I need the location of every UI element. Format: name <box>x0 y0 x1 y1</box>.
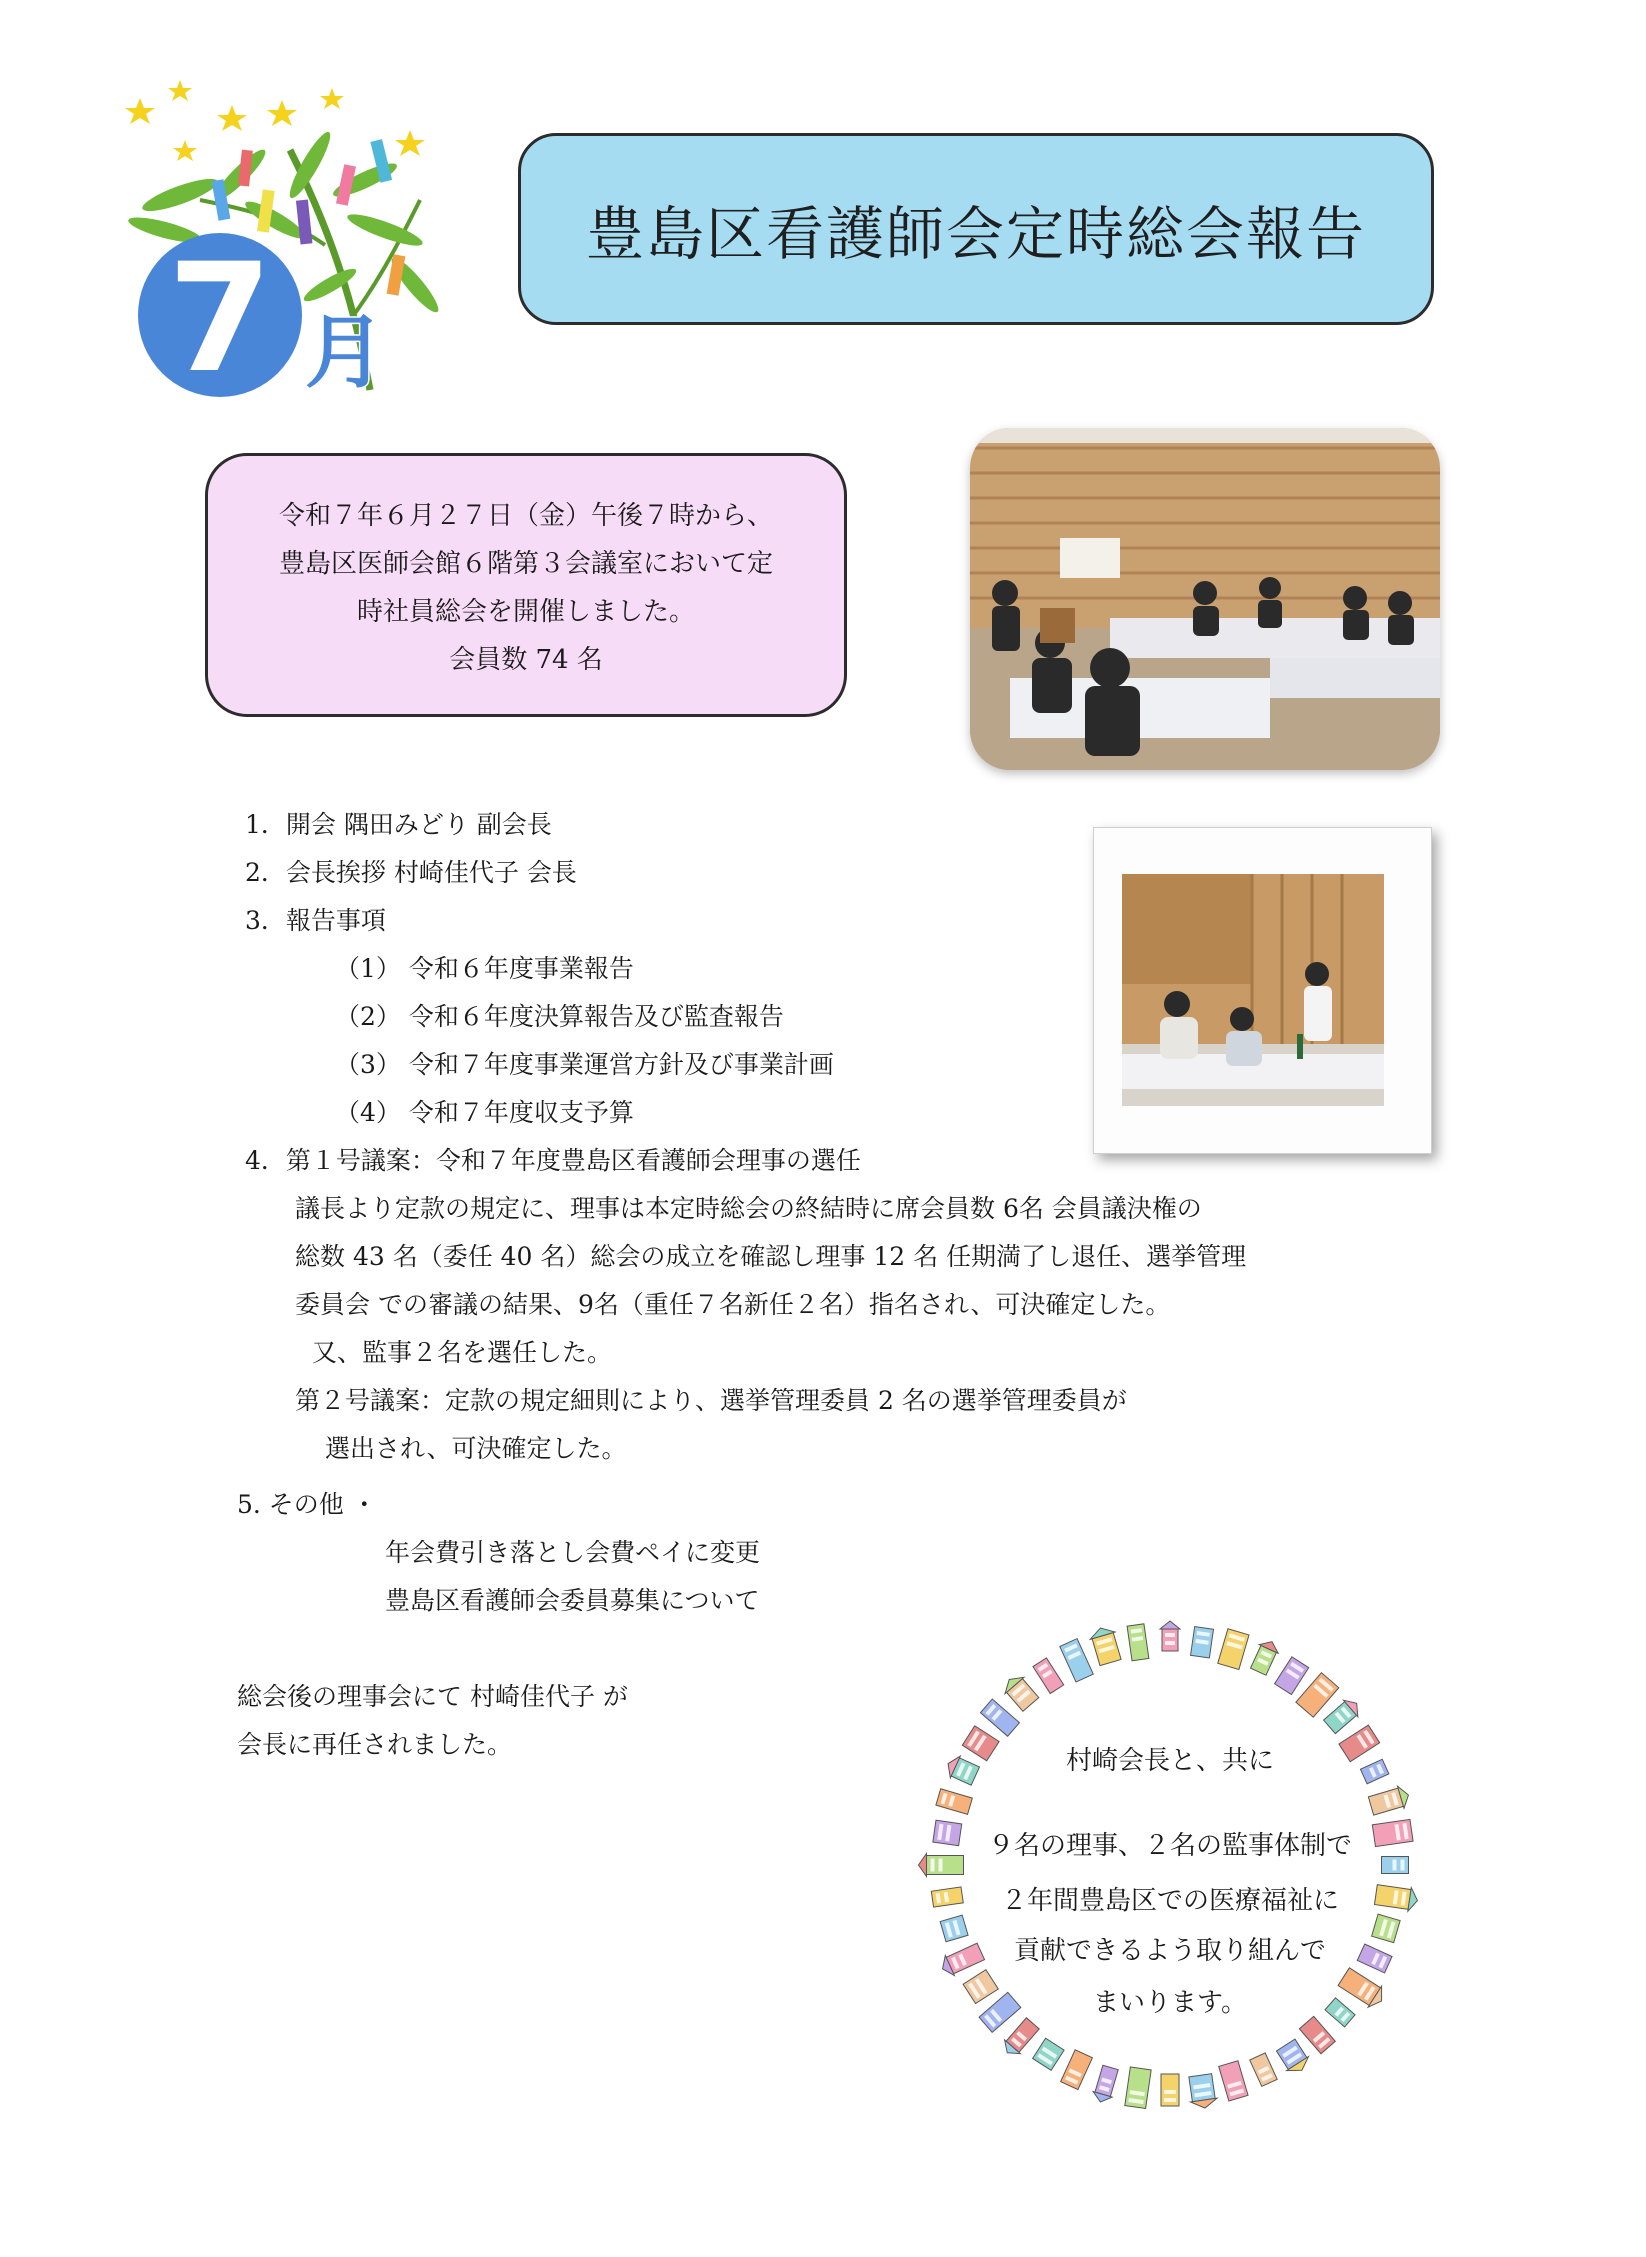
ring-building <box>1125 2067 1151 2109</box>
agenda-item-3: 3．報告事項 <box>245 906 386 935</box>
ring-building <box>1275 2038 1313 2077</box>
ring-message-line: 貢献できるよう取り組んで <box>1013 1936 1326 1966</box>
agenda-item-5: 5. その他 ・ <box>237 1490 377 1519</box>
ring-building <box>1160 1621 1180 1651</box>
agenda-subitem: （4） 令和７年度収支予算 <box>335 1098 634 1127</box>
town-ring-decoration <box>905 1590 1435 2130</box>
month-kanji: 月 <box>305 306 385 399</box>
agenda-paragraph: 総数 43 名（委任 40 名）総会の成立を確認し理事 12 名 任期満了し退任、選挙管理 <box>295 1242 1247 1271</box>
agenda-item-2: 2．会長挨拶 村崎佳代子 会長 <box>245 858 577 887</box>
ring-building <box>1218 1629 1249 1670</box>
ring-building <box>1033 2038 1064 2070</box>
title-banner <box>518 133 1434 325</box>
ring-building <box>1275 1657 1309 1695</box>
ring-building <box>1060 1639 1093 1682</box>
agenda-paragraph: 委員会 での審議の結果、9名（重任７名新任２名）指名され、可決確定した。 <box>295 1290 1171 1319</box>
ring-building <box>1322 1695 1364 1735</box>
agenda-paragraph: 議長より定款の規定に、理事は本定時総会の終結時に席会員数 6名 会員議決権の <box>295 1194 1202 1223</box>
ring-building <box>1296 1673 1339 1718</box>
ring-building <box>1161 2074 1179 2106</box>
closing-line: 総会後の理事会にて 村崎佳代子 が <box>237 1682 628 1711</box>
month-emblem <box>120 70 440 400</box>
ring-message-line: まいります。 <box>1093 1988 1247 2018</box>
agenda-paragraph: 選出され、可決確定した。 <box>325 1434 627 1463</box>
ring-building <box>1187 2073 1218 2110</box>
ring-building <box>1299 2016 1335 2053</box>
closing-line: 会長に再任されました。 <box>237 1730 513 1759</box>
ring-building <box>1368 1784 1412 1817</box>
page-title: 豊島区看護師会定時総会報告 <box>585 200 1366 268</box>
agenda-subitem: （3） 令和７年度事業運営方針及び事業計画 <box>335 1050 834 1079</box>
ring-building <box>1091 2065 1120 2105</box>
agenda-item-4: 4．第１号議案：令和７年度豊島区看護師会理事の選任 <box>245 1146 861 1175</box>
ring-message-line: ２年間豊島区での医療福祉に <box>1000 1886 1339 1916</box>
agenda-item-1: 1．開会 隅田みどり 副会長 <box>245 810 552 839</box>
ring-building <box>1219 2061 1248 2101</box>
info-line: 令和７年６月２７日（金）午後７時から、 <box>278 501 773 531</box>
agenda-other: 年会費引き落とし会費ペイに変更 <box>385 1538 761 1567</box>
agenda-subitem: （1） 令和６年度事業報告 <box>335 954 634 983</box>
ring-building <box>1033 1658 1064 1694</box>
agenda-paragraph: 第２号議案：定款の規定細則により、選挙管理委員 2 名の選挙管理委員が <box>295 1386 1127 1415</box>
ring-building <box>1250 2053 1278 2086</box>
agenda-other: 豊島区看護師会委員募集について <box>385 1586 760 1615</box>
ring-building <box>980 1699 1019 1736</box>
ring-building <box>1088 1624 1123 1666</box>
agenda-paragraph: 又、監事２名を選任した。 <box>312 1338 613 1367</box>
ring-building <box>936 1789 972 1815</box>
ring-building <box>999 2016 1040 2059</box>
ring-building <box>1127 1624 1149 1661</box>
month-number: 7 <box>167 232 273 400</box>
member-count: 会員数 74 名 <box>449 645 603 675</box>
ring-building <box>1191 1627 1214 1658</box>
tanabata-bamboo-icon <box>120 70 440 400</box>
agenda-subitem: （2） 令和６年度決算報告及び監査報告 <box>335 1002 784 1031</box>
ring-building <box>1000 1671 1041 1712</box>
ring-message-line: ９名の理事、２名の監事体制で <box>987 1831 1352 1861</box>
ring-building <box>1249 1637 1282 1676</box>
speaker-photo <box>1122 874 1384 1106</box>
meeting-photo <box>970 428 1440 770</box>
ring-message-line: 村崎会長と、共に <box>1065 1746 1274 1776</box>
info-line: 時社員総会を開催しました。 <box>356 597 695 627</box>
ring-building <box>1061 2050 1093 2090</box>
info-line: 豊島区医師会館６階第３会議室において定 <box>278 549 773 579</box>
speaker-photo-frame <box>1093 827 1432 1154</box>
meeting-info-box <box>205 453 847 717</box>
